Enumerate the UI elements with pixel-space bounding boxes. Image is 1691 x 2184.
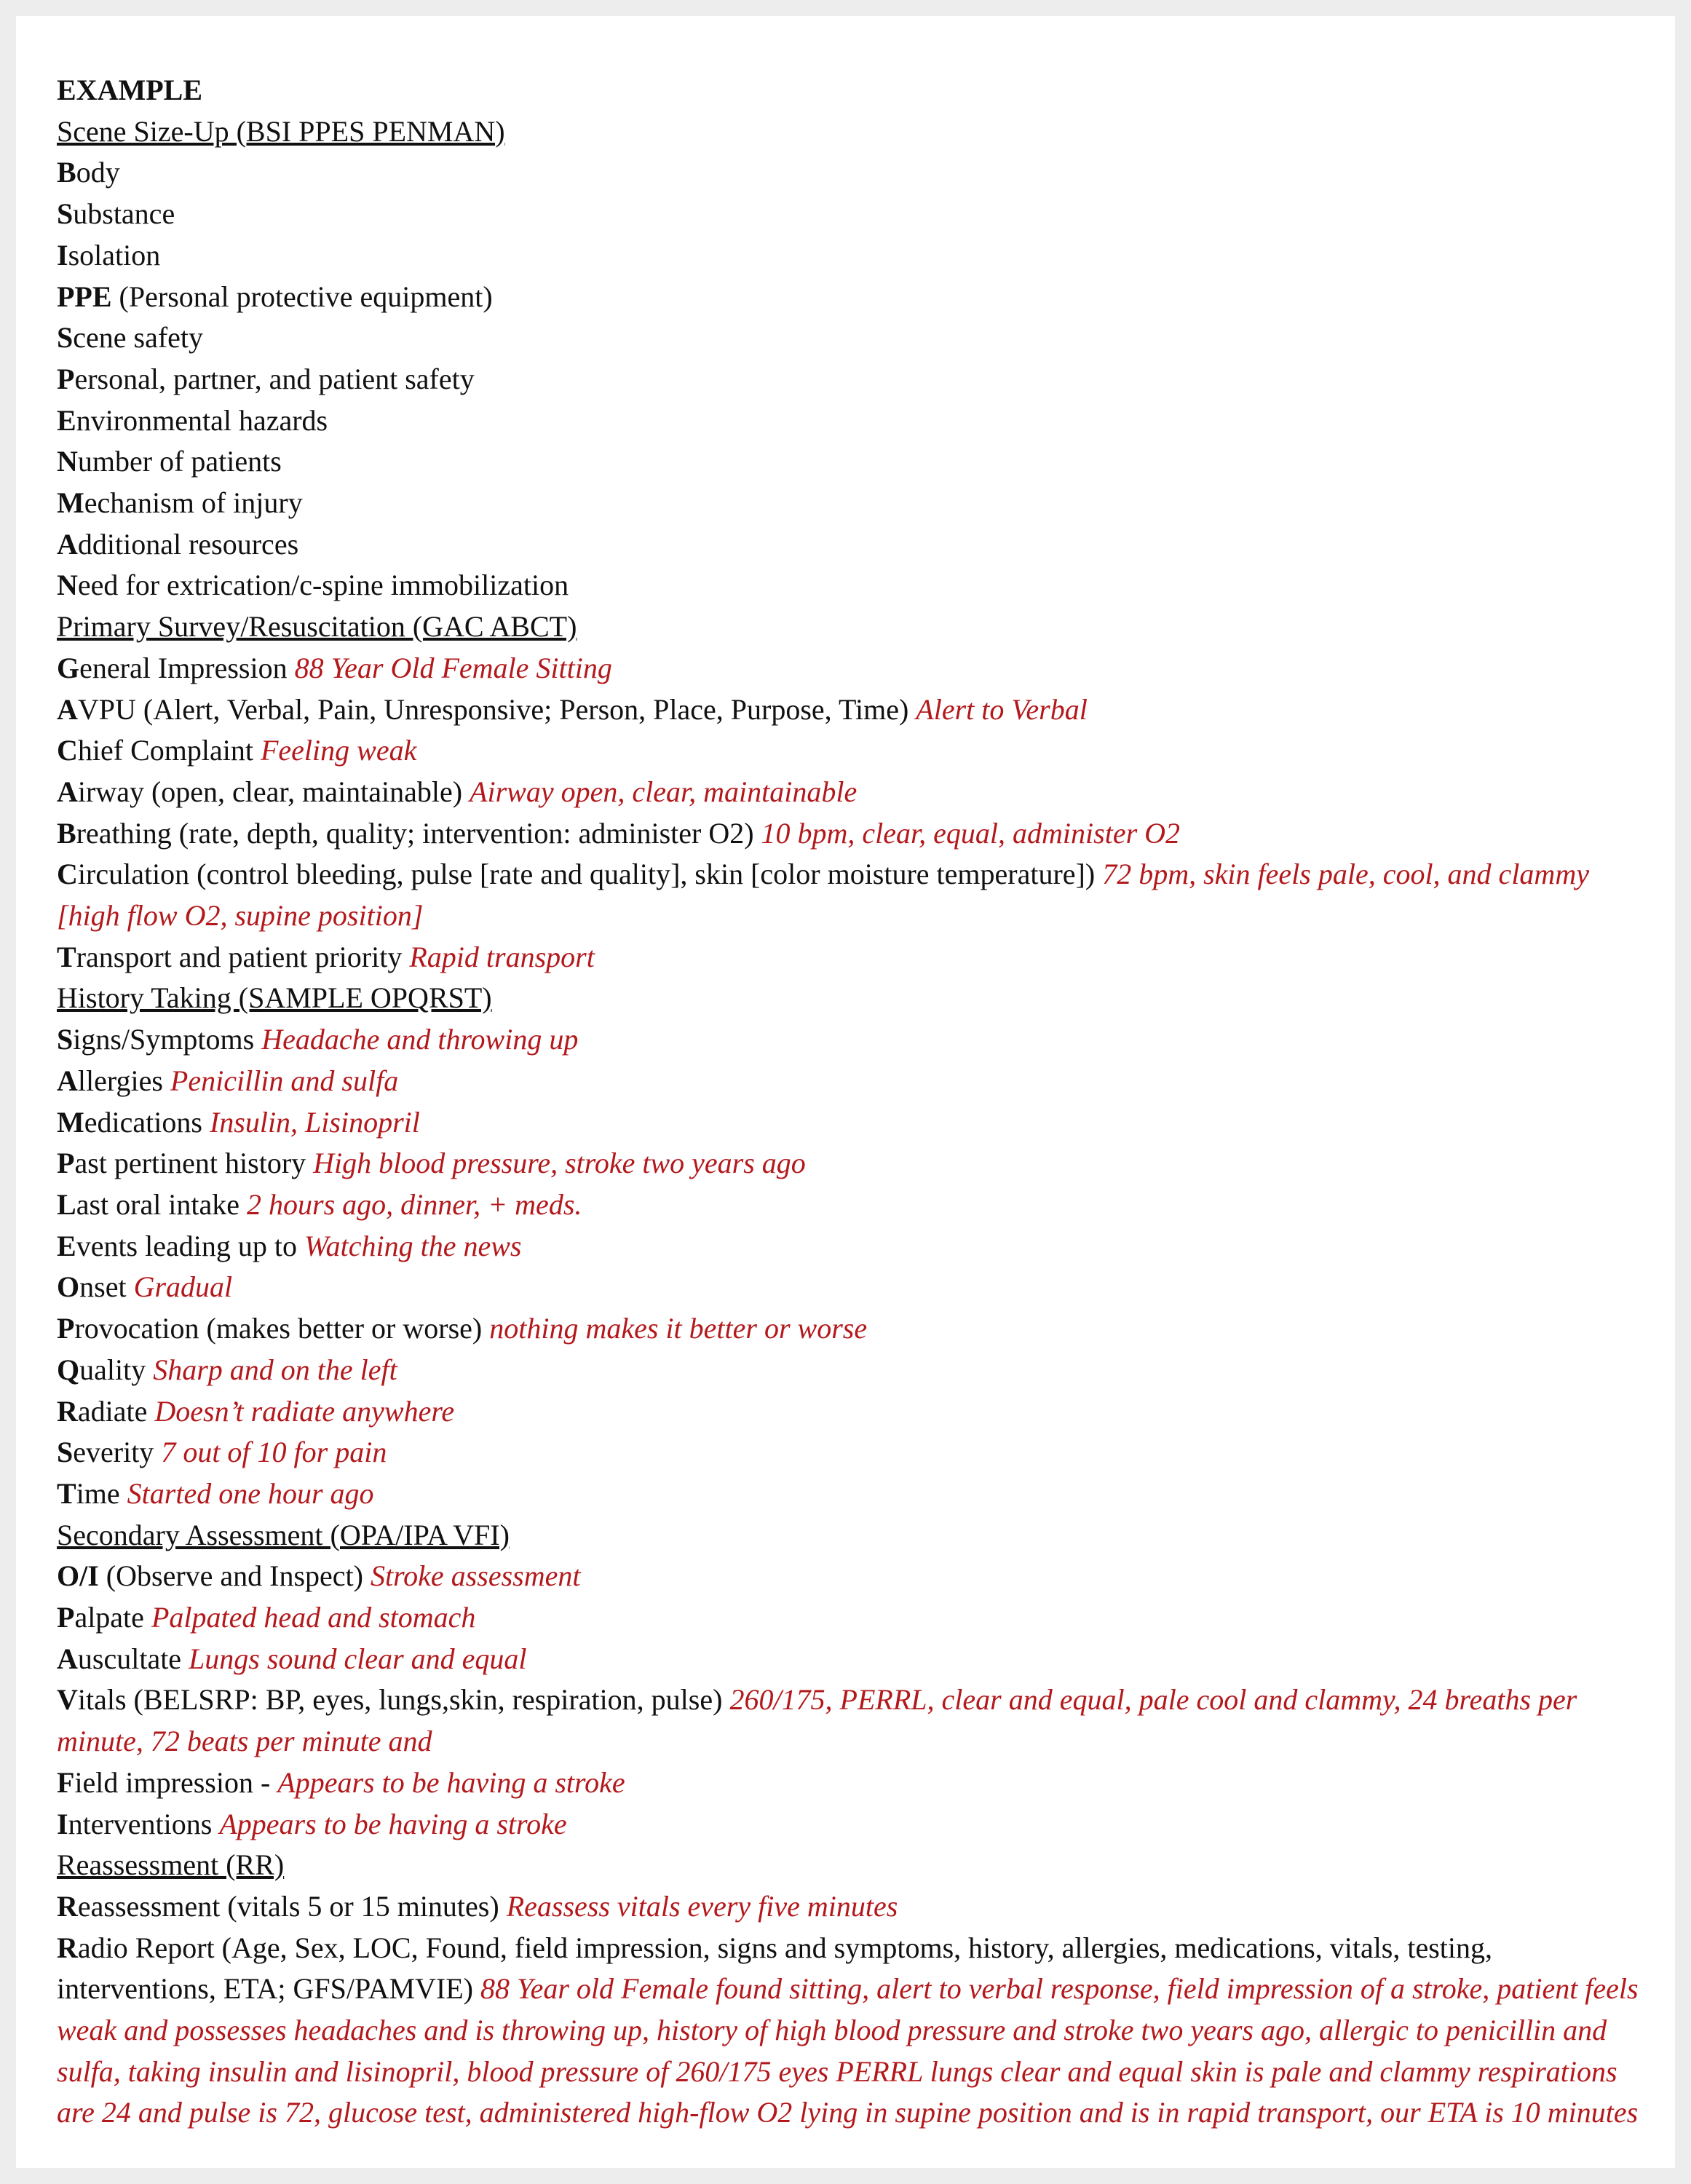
item-label: llergies (77, 1064, 170, 1097)
document-body (57, 70, 1644, 2134)
item-answer: Lungs sound clear and equal (189, 1642, 527, 1675)
list-item (57, 1473, 1644, 1515)
list-item (57, 1928, 1644, 2134)
item-initial: R (57, 1931, 78, 1964)
item-initial: L (57, 1187, 76, 1221)
list-item (57, 1102, 1644, 1144)
list-item (57, 400, 1644, 442)
list-item (57, 1143, 1644, 1184)
item-label: ersonal, partner, and patient safety (74, 362, 475, 395)
list-item (57, 730, 1644, 772)
list-item (57, 152, 1644, 194)
item-initial: B (57, 156, 76, 189)
item-answer: Feeling weak (260, 734, 417, 767)
item-label: everity (73, 1436, 162, 1469)
item-answer: Sharp and on the left (153, 1353, 397, 1386)
item-answer: Doesn’t radiate anywhere (154, 1394, 455, 1428)
list-item (57, 359, 1644, 400)
item-label: nset (79, 1270, 134, 1304)
item-label: adio Report (Age, Sex, LOC, Found, field impression, signs and symptoms, history, allergies, medications, vitals, testing, interventions, ETA; GFS/PAMVIE) (57, 1931, 1493, 2006)
list-item (57, 483, 1644, 524)
item-initial: R (57, 1889, 78, 1923)
item-initial: A (57, 775, 78, 808)
item-initial: PPE (57, 280, 112, 313)
item-answer: Rapid transport (409, 940, 595, 973)
item-initial: M (57, 486, 84, 520)
section-heading-reassessment: Reassessment (RR) (57, 1848, 285, 1882)
item-label: umber of patients (77, 445, 282, 478)
list-item (57, 1019, 1644, 1061)
item-answer: 260/175, PERRL, clear and equal, pale cool and clammy, 24 breaths per minute, 72 beats per minute and (57, 1683, 1577, 1758)
list-item (57, 1556, 1644, 1597)
item-initial: S (57, 1023, 74, 1056)
item-label: hief Complaint (77, 734, 261, 767)
list-item (57, 1267, 1644, 1308)
list-item (57, 317, 1644, 359)
item-label: adiate (77, 1394, 155, 1428)
item-initial: N (57, 445, 78, 478)
section-heading-primary-survey: Primary Survey/Resuscitation (GAC ABCT) (57, 610, 577, 644)
item-label: rovocation (makes better or worse) (74, 1312, 490, 1345)
section-heading-history-taking: History Taking (SAMPLE OPQRST) (57, 981, 492, 1015)
list-item (57, 1639, 1644, 1680)
item-initial: A (57, 527, 78, 561)
list-item (57, 194, 1644, 235)
item-initial: A (57, 692, 78, 726)
item-label: cene safety (73, 321, 204, 355)
item-label: (Personal protective equipment) (111, 280, 493, 313)
item-initial: N (57, 569, 78, 602)
item-answer: 2 hours ago, dinner, + meds. (247, 1187, 582, 1221)
document-page (16, 16, 1675, 2168)
list-item (57, 1350, 1644, 1391)
item-initial: T (57, 940, 76, 973)
item-initial: B (57, 816, 76, 850)
item-answer: 7 out of 10 for pain (161, 1436, 387, 1469)
list-item (57, 441, 1644, 483)
item-label: ast pertinent history (74, 1147, 314, 1180)
item-label: eed for extrication/c-spine immobilization (77, 569, 569, 602)
item-initial: M (57, 1105, 84, 1139)
item-initial: S (57, 321, 74, 355)
item-label: uality (79, 1353, 154, 1386)
item-label: (Observe and Inspect) (98, 1559, 371, 1593)
item-initial: A (57, 1642, 78, 1675)
item-label: echanism of injury (84, 486, 303, 520)
item-answer: 72 bpm, skin feels pale, cool, and clammy [high flow O2, supine position] (57, 858, 1589, 933)
section-heading-scene-size-up: Scene Size-Up (BSI PPES PENMAN) (57, 114, 505, 148)
item-answer: 10 bpm, clear, equal, administer O2 (761, 816, 1181, 850)
item-answer: Appears to be having a stroke (219, 1807, 567, 1840)
item-answer: Alert to Verbal (916, 692, 1088, 726)
item-label: irway (open, clear, maintainable) (77, 775, 470, 808)
item-initial: E (57, 1229, 76, 1262)
item-initial: P (57, 1147, 75, 1180)
list-item (57, 937, 1644, 978)
list-item (57, 524, 1644, 566)
item-label: nterventions (68, 1807, 220, 1840)
item-label: solation (68, 238, 161, 272)
item-label: eneral Impression (79, 651, 295, 684)
item-answer: Airway open, clear, maintainable (470, 775, 858, 808)
item-label: nvironmental hazards (76, 403, 328, 437)
item-answer: Headache and throwing up (261, 1023, 579, 1056)
item-initial: I (57, 1807, 68, 1840)
document-title: EXAMPLE (57, 74, 202, 106)
item-answer: Insulin, Lisinopril (209, 1105, 420, 1139)
item-initial: O/I (57, 1559, 99, 1593)
item-initial: I (57, 238, 68, 272)
item-answer: 88 Year old Female found sitting, alert to verbal response, field impression of a stroke, patient feels weak and possesses headaches and is throwing up, history of high blood pressure and stroke two years ago, allergic to penicillin and sulfa, taking insulin and lisinopril, blood pressure of 260/175 eyes PERRL lungs clear and equal skin is pale and clammy respirations are 24 and pulse is 72, glucose test, administered high-flow O2 lying in supine position and is in rapid transport, our ETA is 10 minutes (57, 1972, 1639, 2129)
item-answer: Appears to be having a stroke (277, 1765, 625, 1799)
item-label: ast oral intake (76, 1187, 247, 1221)
item-answer: Reassess vitals every five minutes (506, 1889, 898, 1923)
item-label: igns/Symptoms (73, 1023, 262, 1056)
list-item (57, 1226, 1644, 1267)
item-answer: Penicillin and sulfa (170, 1064, 399, 1097)
item-label: alpate (74, 1601, 151, 1634)
item-label: reathing (rate, depth, quality; intervention: administer O2) (76, 816, 761, 850)
item-label: ubstance (73, 197, 175, 231)
item-initial: A (57, 1064, 78, 1097)
list-item (57, 565, 1644, 606)
list-item (57, 1597, 1644, 1639)
item-label: itals (BELSRP: BP, eyes, lungs,skin, respiration, pulse) (77, 1683, 730, 1717)
item-answer: Started one hour ago (127, 1476, 374, 1510)
item-initial: T (57, 1476, 76, 1510)
item-label: vents leading up to (76, 1229, 304, 1262)
item-answer: Stroke assessment (370, 1559, 581, 1593)
item-label: ield impression - (74, 1765, 278, 1799)
item-initial: G (57, 651, 80, 684)
list-item (57, 772, 1644, 813)
item-answer: Watching the news (304, 1229, 522, 1262)
item-initial: R (57, 1394, 78, 1428)
list-item (57, 235, 1644, 277)
list-item (57, 1061, 1644, 1102)
item-label: uscultate (77, 1642, 189, 1675)
list-item (57, 1804, 1644, 1845)
section-heading-secondary-assessment: Secondary Assessment (OPA/IPA VFI) (57, 1518, 510, 1551)
list-item (57, 813, 1644, 855)
item-initial: C (57, 858, 78, 891)
list-item (57, 1886, 1644, 1928)
item-label: irculation (control bleeding, pulse [rate and quality], skin [color moisture temperature]) (77, 858, 1103, 891)
list-item (57, 1762, 1644, 1804)
item-initial: P (57, 362, 75, 395)
item-answer: 88 Year Old Female Sitting (294, 651, 612, 684)
item-label: edications (84, 1105, 210, 1139)
item-initial: S (57, 1436, 74, 1469)
item-initial: Q (57, 1353, 80, 1386)
item-label: VPU (Alert, Verbal, Pain, Unresponsive; Person, Place, Purpose, Time) (77, 692, 916, 726)
item-label: ime (76, 1476, 127, 1510)
list-item (57, 1184, 1644, 1226)
list-item (57, 1432, 1644, 1473)
item-answer: Gradual (133, 1270, 233, 1304)
item-initial: C (57, 734, 78, 767)
item-initial: S (57, 197, 74, 231)
list-item (57, 648, 1644, 689)
item-initial: F (57, 1765, 75, 1799)
list-item (57, 1308, 1644, 1350)
item-initial: E (57, 403, 76, 437)
list-item (57, 689, 1644, 731)
item-label: ody (76, 156, 120, 189)
item-initial: P (57, 1312, 75, 1345)
item-initial: O (57, 1270, 80, 1304)
item-answer: Palpated head and stomach (151, 1601, 476, 1634)
item-label: eassessment (vitals 5 or 15 minutes) (77, 1889, 507, 1923)
item-answer: High blood pressure, stroke two years ago (313, 1147, 806, 1180)
item-answer: nothing makes it better or worse (489, 1312, 868, 1345)
item-label: dditional resources (77, 527, 299, 561)
list-item (57, 1679, 1644, 1762)
item-label: ransport and patient priority (76, 940, 410, 973)
item-initial: V (57, 1683, 78, 1717)
list-item (57, 854, 1644, 936)
list-item (57, 277, 1644, 318)
list-item (57, 1391, 1644, 1433)
item-initial: P (57, 1601, 75, 1634)
